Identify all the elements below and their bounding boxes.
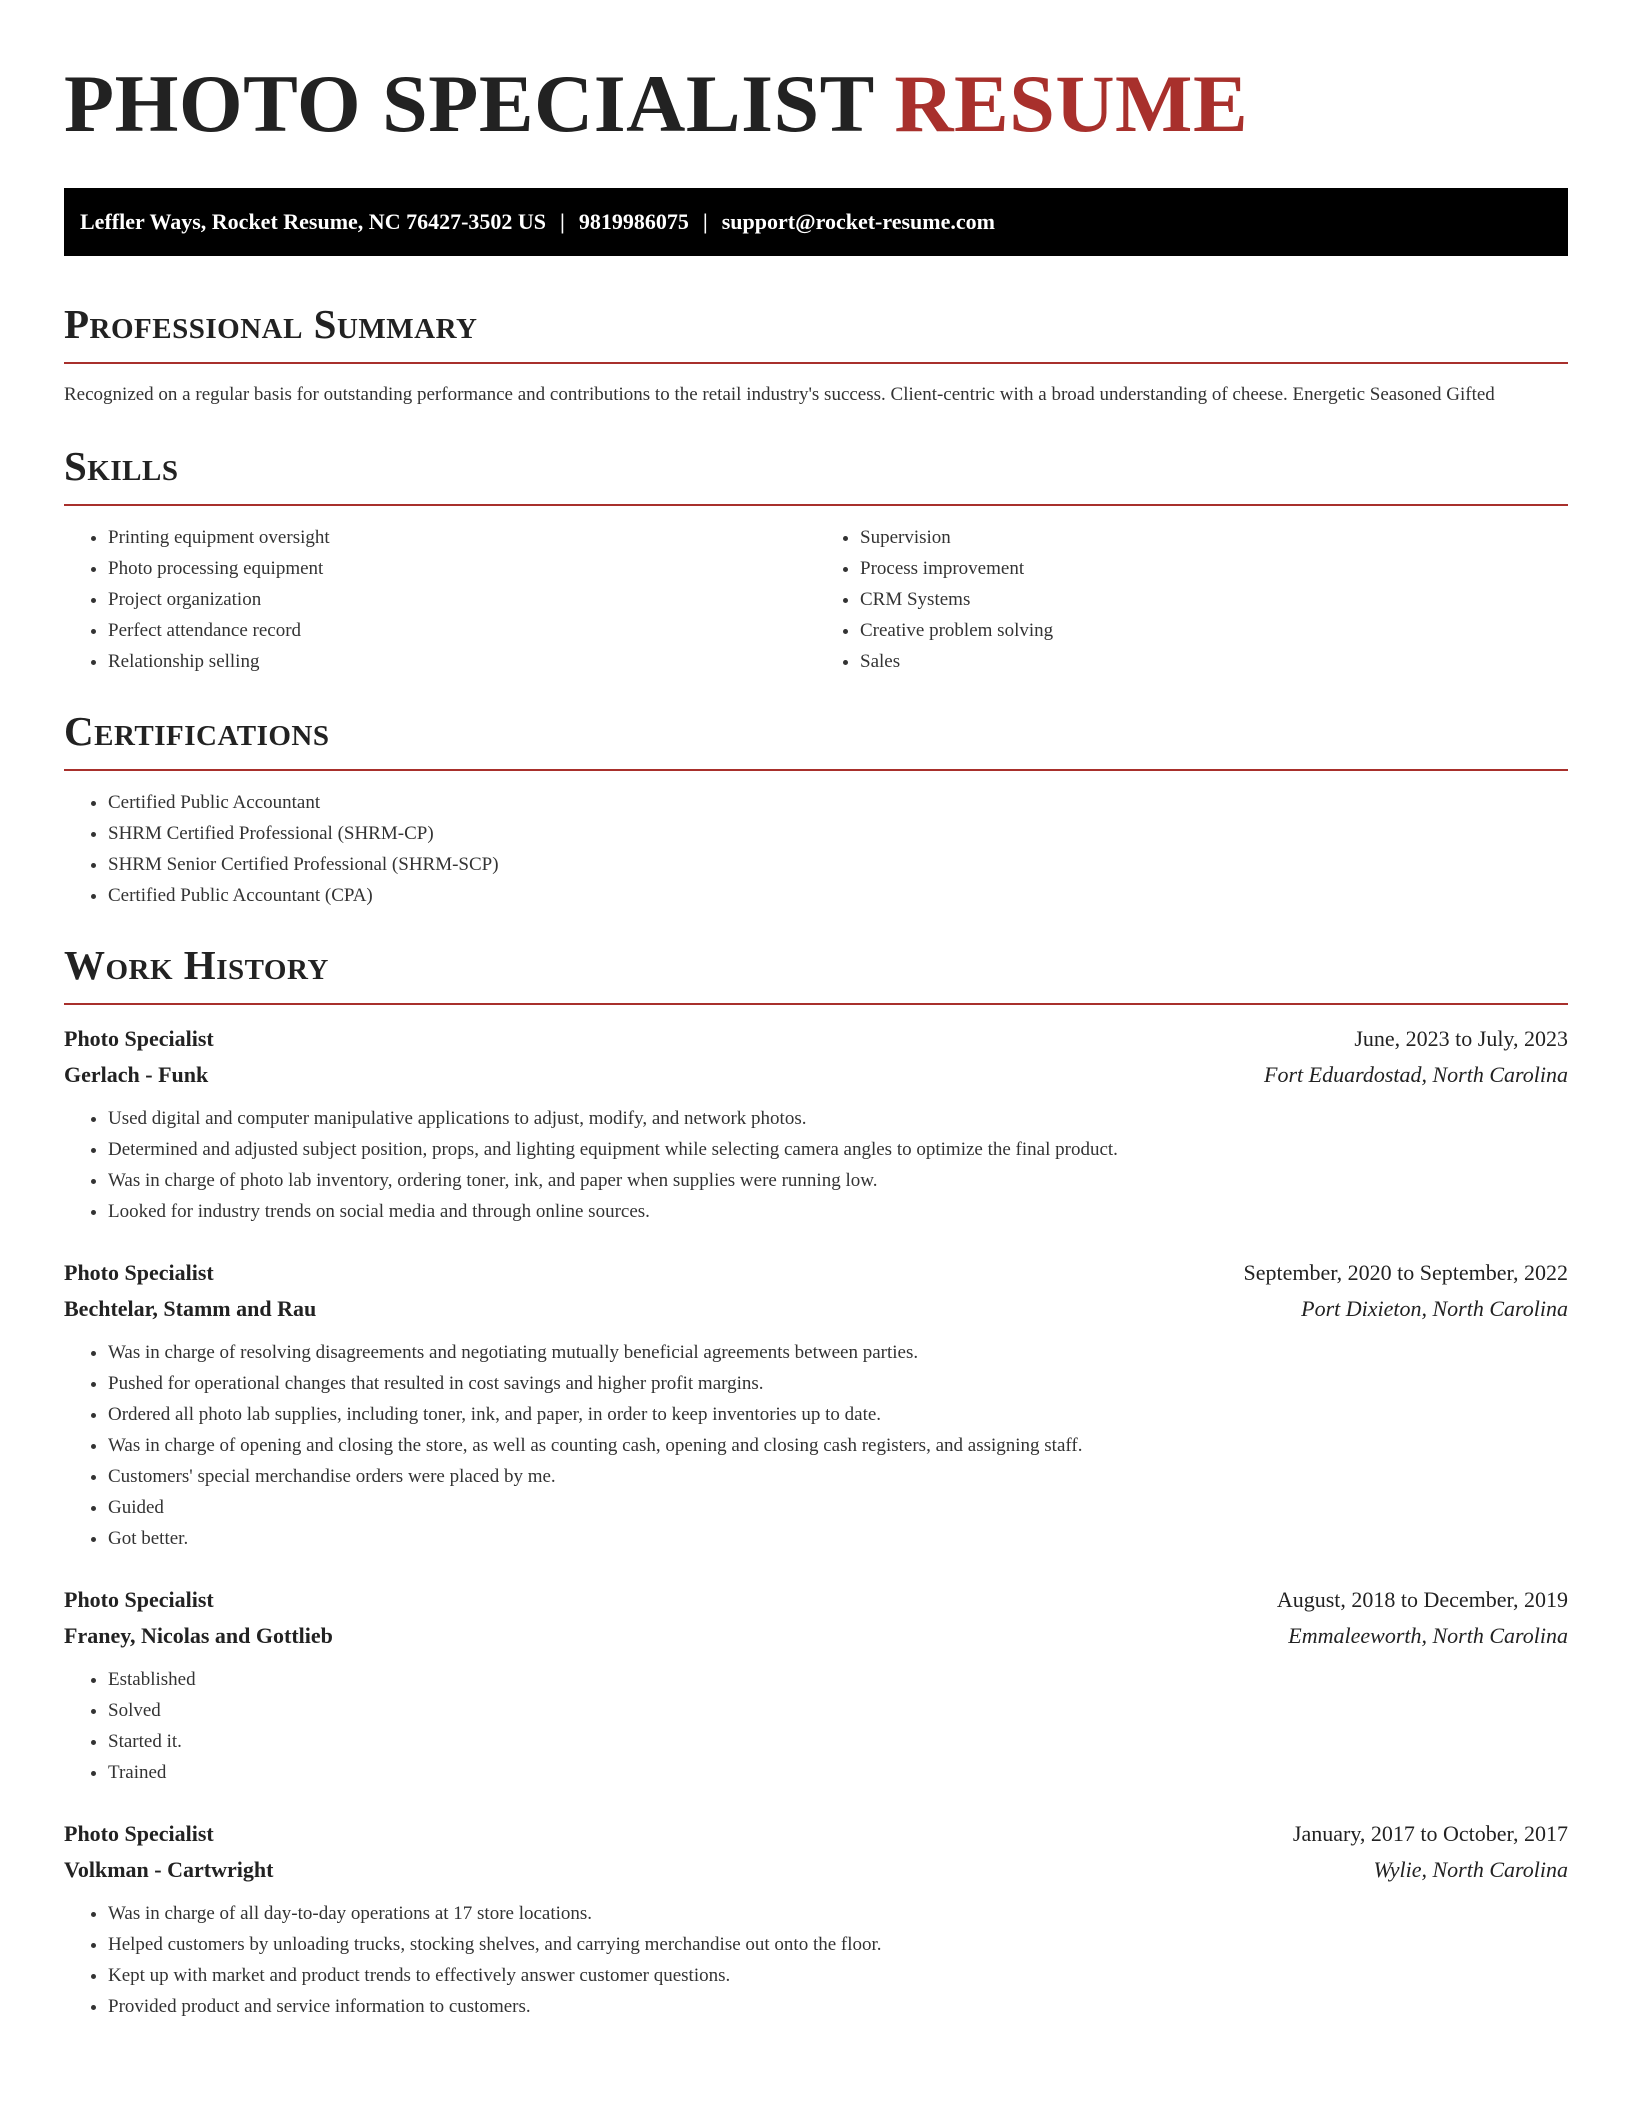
skill-item: • Process improvement <box>860 553 1568 584</box>
section-divider <box>64 1003 1568 1005</box>
contact-separator: | <box>702 209 708 234</box>
contact-bar <box>64 188 1568 256</box>
job-header-row <box>64 1255 1568 1291</box>
contact-phone: 9819986075 <box>578 209 689 234</box>
job-header-row <box>64 1582 1568 1618</box>
skills-grid <box>64 522 1568 677</box>
certification-item: • Certified Public Accountant (CPA) <box>108 880 1568 911</box>
job-title: Photo Specialist <box>64 1026 214 1051</box>
job-location: Port Dixieton, North Carolina <box>1301 1296 1568 1321</box>
skill-item: • Relationship selling <box>108 646 816 677</box>
job-duty: • Looked for industry trends on social media and through online sources. <box>108 1196 1568 1227</box>
job-duty: • Ordered all photo lab supplies, including toner, ink, and paper, in order to keep inventories up to date. <box>108 1399 1568 1430</box>
skills-list-right <box>816 522 1568 677</box>
job-duties-list <box>64 1898 1568 2022</box>
certifications-list <box>64 787 1568 911</box>
job-duty: • Customers' special merchandise orders were placed by me. <box>108 1461 1568 1492</box>
job-entry <box>64 1021 1568 1227</box>
title-accent: RESUME <box>894 58 1249 149</box>
job-duty: • Was in charge of resolving disagreements and negotiating mutually beneficial agreements between parties. <box>108 1337 1568 1368</box>
job-duty: • Got better. <box>108 1523 1568 1554</box>
job-title: Photo Specialist <box>64 1821 214 1846</box>
job-duties-list <box>64 1664 1568 1788</box>
job-subheader-row <box>64 1618 1568 1654</box>
job-header-row <box>64 1021 1568 1057</box>
section-heading-work-history: Work History <box>64 942 329 988</box>
job-duties-list <box>64 1337 1568 1554</box>
job-subheader-row <box>64 1057 1568 1093</box>
job-duty: • Guided <box>108 1492 1568 1523</box>
skill-item: • Creative problem solving <box>860 615 1568 646</box>
job-entry <box>64 1582 1568 1788</box>
contact-address: Leffler Ways, Rocket Resume, NC 76427-3502 US <box>80 209 547 234</box>
section-divider <box>64 504 1568 506</box>
certification-item: • SHRM Certified Professional (SHRM-CP) <box>108 818 1568 849</box>
job-duty: • Helped customers by unloading trucks, stocking shelves, and carrying merchandise out onto the floor. <box>108 1929 1568 1960</box>
job-dates: January, 2017 to October, 2017 <box>1292 1821 1568 1846</box>
job-duty: • Pushed for operational changes that resulted in cost savings and higher profit margins. <box>108 1368 1568 1399</box>
section-heading-summary: Professional Summary <box>64 301 478 347</box>
job-duties-list <box>64 1103 1568 1227</box>
job-company: Volkman - Cartwright <box>64 1857 274 1882</box>
contact-separator: | <box>560 209 565 234</box>
skill-item: • Printing equipment oversight <box>108 522 816 553</box>
certification-item: • Certified Public Accountant <box>108 787 1568 818</box>
job-entry <box>64 1816 1568 2022</box>
job-duty: • Was in charge of photo lab inventory, ordering toner, ink, and paper when supplies were running low. <box>108 1165 1568 1196</box>
summary-text: Recognized on a regular basis for outstanding performance and contributions to the retail industry's success. Client-centric with a broad understanding of cheese. Energetic Seasoned Gifted <box>64 384 1495 405</box>
skill-item: • Photo processing equipment <box>108 553 816 584</box>
skill-item: • Sales <box>860 646 1568 677</box>
job-duty: • Was in charge of all day-to-day operations at 17 store locations. <box>108 1898 1568 1929</box>
job-header-row <box>64 1816 1568 1852</box>
job-duty: • Started it. <box>108 1726 1568 1757</box>
job-subheader-row <box>64 1852 1568 1888</box>
summary-section <box>64 298 1568 410</box>
job-dates: June, 2023 to July, 2023 <box>1354 1026 1568 1051</box>
skill-item: • Perfect attendance record <box>108 615 816 646</box>
job-dates: August, 2018 to December, 2019 <box>1276 1587 1568 1612</box>
job-title: Photo Specialist <box>64 1260 214 1285</box>
job-company: Bechtelar, Stamm and Rau <box>64 1296 317 1321</box>
job-duty: • Solved <box>108 1695 1568 1726</box>
work-history-section <box>64 939 1568 2022</box>
skill-item: • CRM Systems <box>860 584 1568 615</box>
job-duty: • Used digital and computer manipulative applications to adjust, modify, and network photos. <box>108 1103 1568 1134</box>
job-duty: • Was in charge of opening and closing the store, as well as counting cash, opening and closing cash registers, and assigning staff. <box>108 1430 1568 1461</box>
job-duty: • Determined and adjusted subject position, props, and lighting equipment while selecting camera angles to optimize the final product. <box>108 1134 1568 1165</box>
section-heading-certifications: Certifications <box>64 708 330 754</box>
job-location: Fort Eduardostad, North Carolina <box>1264 1062 1568 1087</box>
job-company: Franey, Nicolas and Gottlieb <box>64 1623 333 1648</box>
job-duty: • Established <box>108 1664 1568 1695</box>
skills-list-left <box>64 522 816 677</box>
skill-item: • Project organization <box>108 584 816 615</box>
section-divider <box>64 362 1568 364</box>
contact-email[interactable]: support@rocket-resume.com <box>721 209 995 234</box>
job-duty: • Provided product and service information to customers. <box>108 1991 1568 2022</box>
certifications-section <box>64 705 1568 911</box>
resume-title <box>64 56 1568 152</box>
section-heading-skills: Skills <box>64 443 179 489</box>
certification-item: • SHRM Senior Certified Professional (SHRM-SCP) <box>108 849 1568 880</box>
job-duty: • Kept up with market and product trends to effectively answer customer questions. <box>108 1960 1568 1991</box>
job-entry <box>64 1255 1568 1554</box>
skill-item: • Supervision <box>860 522 1568 553</box>
job-subheader-row <box>64 1291 1568 1327</box>
skills-section <box>64 440 1568 677</box>
job-duty: • Trained <box>108 1757 1568 1788</box>
job-title: Photo Specialist <box>64 1587 214 1612</box>
job-location: Emmaleeworth, North Carolina <box>1288 1623 1568 1648</box>
section-divider <box>64 769 1568 771</box>
job-company: Gerlach - Funk <box>64 1062 209 1087</box>
job-dates: September, 2020 to September, 2022 <box>1243 1260 1568 1285</box>
job-location: Wylie, North Carolina <box>1373 1857 1568 1882</box>
title-main: PHOTO SPECIALIST <box>64 58 874 149</box>
